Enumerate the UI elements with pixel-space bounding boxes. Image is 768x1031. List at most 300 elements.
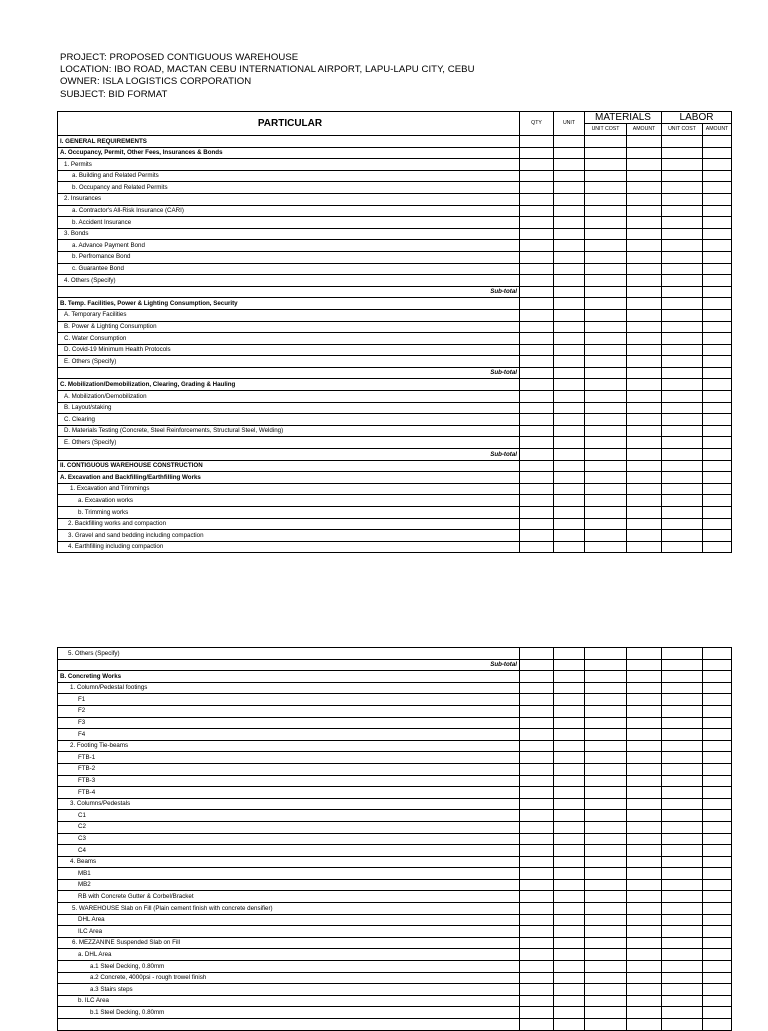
labor-unit-cost-cell[interactable] <box>662 810 703 822</box>
labor-amount-cell[interactable] <box>703 729 732 741</box>
unit-cell[interactable] <box>554 414 585 426</box>
qty-cell[interactable] <box>520 775 554 787</box>
unit-cell[interactable] <box>554 275 585 287</box>
labor-amount-cell[interactable] <box>703 717 732 729</box>
unit-cell[interactable] <box>554 972 585 984</box>
materials-unit-cost-cell[interactable] <box>585 984 627 996</box>
labor-unit-cost-cell[interactable] <box>662 228 703 240</box>
labor-amount-cell[interactable] <box>703 193 732 205</box>
materials-unit-cost-cell[interactable] <box>585 821 627 833</box>
materials-unit-cost-cell[interactable] <box>585 425 627 437</box>
labor-unit-cost-cell[interactable] <box>662 507 703 519</box>
materials-unit-cost-cell[interactable] <box>585 740 627 752</box>
materials-amount-cell[interactable] <box>627 483 662 495</box>
materials-amount-cell[interactable] <box>627 321 662 333</box>
qty-cell[interactable] <box>520 437 554 449</box>
labor-amount-cell[interactable] <box>703 775 732 787</box>
labor-unit-cost-cell[interactable] <box>662 868 703 880</box>
labor-amount-cell[interactable] <box>703 518 732 530</box>
labor-unit-cost-cell[interactable] <box>662 402 703 414</box>
materials-amount-cell[interactable] <box>627 821 662 833</box>
labor-unit-cost-cell[interactable] <box>662 694 703 706</box>
materials-amount-cell[interactable] <box>627 391 662 403</box>
qty-cell[interactable] <box>520 321 554 333</box>
materials-unit-cost-cell[interactable] <box>585 449 627 461</box>
materials-amount-cell[interactable] <box>627 984 662 996</box>
materials-amount-cell[interactable] <box>627 787 662 799</box>
materials-unit-cost-cell[interactable] <box>585 937 627 949</box>
unit-cell[interactable] <box>554 136 585 148</box>
labor-unit-cost-cell[interactable] <box>662 682 703 694</box>
labor-amount-cell[interactable] <box>703 309 732 321</box>
unit-cell[interactable] <box>554 333 585 345</box>
materials-unit-cost-cell[interactable] <box>585 193 627 205</box>
materials-unit-cost-cell[interactable] <box>585 391 627 403</box>
labor-unit-cost-cell[interactable] <box>662 879 703 891</box>
materials-amount-cell[interactable] <box>627 309 662 321</box>
materials-unit-cost-cell[interactable] <box>585 914 627 926</box>
unit-cell[interactable] <box>554 798 585 810</box>
materials-unit-cost-cell[interactable] <box>585 775 627 787</box>
unit-cell[interactable] <box>554 937 585 949</box>
qty-cell[interactable] <box>520 170 554 182</box>
materials-amount-cell[interactable] <box>627 159 662 171</box>
materials-amount-cell[interactable] <box>627 740 662 752</box>
materials-unit-cost-cell[interactable] <box>585 321 627 333</box>
qty-cell[interactable] <box>520 530 554 542</box>
unit-cell[interactable] <box>554 495 585 507</box>
qty-cell[interactable] <box>520 251 554 263</box>
labor-amount-cell[interactable] <box>703 425 732 437</box>
qty-cell[interactable] <box>520 810 554 822</box>
materials-unit-cost-cell[interactable] <box>585 949 627 961</box>
unit-cell[interactable] <box>554 460 585 472</box>
materials-unit-cost-cell[interactable] <box>585 856 627 868</box>
labor-unit-cost-cell[interactable] <box>662 182 703 194</box>
labor-unit-cost-cell[interactable] <box>662 367 703 379</box>
labor-amount-cell[interactable] <box>703 752 732 764</box>
qty-cell[interactable] <box>520 972 554 984</box>
qty-cell[interactable] <box>520 763 554 775</box>
materials-unit-cost-cell[interactable] <box>585 182 627 194</box>
unit-cell[interactable] <box>554 903 585 915</box>
qty-cell[interactable] <box>520 648 554 660</box>
labor-unit-cost-cell[interactable] <box>662 729 703 741</box>
qty-cell[interactable] <box>520 845 554 857</box>
unit-cell[interactable] <box>554 159 585 171</box>
unit-cell[interactable] <box>554 298 585 310</box>
materials-unit-cost-cell[interactable] <box>585 1007 627 1019</box>
labor-unit-cost-cell[interactable] <box>662 356 703 368</box>
unit-cell[interactable] <box>554 914 585 926</box>
materials-unit-cost-cell[interactable] <box>585 286 627 298</box>
labor-unit-cost-cell[interactable] <box>662 937 703 949</box>
labor-unit-cost-cell[interactable] <box>662 949 703 961</box>
unit-cell[interactable] <box>554 682 585 694</box>
unit-cell[interactable] <box>554 182 585 194</box>
labor-amount-cell[interactable] <box>703 787 732 799</box>
qty-cell[interactable] <box>520 879 554 891</box>
labor-amount-cell[interactable] <box>703 1019 732 1031</box>
qty-cell[interactable] <box>520 856 554 868</box>
materials-unit-cost-cell[interactable] <box>585 717 627 729</box>
materials-amount-cell[interactable] <box>627 868 662 880</box>
labor-amount-cell[interactable] <box>703 379 732 391</box>
labor-amount-cell[interactable] <box>703 298 732 310</box>
materials-unit-cost-cell[interactable] <box>585 379 627 391</box>
materials-unit-cost-cell[interactable] <box>585 356 627 368</box>
materials-amount-cell[interactable] <box>627 682 662 694</box>
labor-unit-cost-cell[interactable] <box>662 775 703 787</box>
materials-unit-cost-cell[interactable] <box>585 729 627 741</box>
materials-amount-cell[interactable] <box>627 240 662 252</box>
labor-unit-cost-cell[interactable] <box>662 1007 703 1019</box>
materials-unit-cost-cell[interactable] <box>585 659 627 671</box>
labor-unit-cost-cell[interactable] <box>662 972 703 984</box>
qty-cell[interactable] <box>520 752 554 764</box>
labor-unit-cost-cell[interactable] <box>662 856 703 868</box>
materials-amount-cell[interactable] <box>627 752 662 764</box>
labor-unit-cost-cell[interactable] <box>662 425 703 437</box>
unit-cell[interactable] <box>554 659 585 671</box>
labor-amount-cell[interactable] <box>703 136 732 148</box>
labor-unit-cost-cell[interactable] <box>662 995 703 1007</box>
labor-unit-cost-cell[interactable] <box>662 333 703 345</box>
materials-unit-cost-cell[interactable] <box>585 868 627 880</box>
labor-unit-cost-cell[interactable] <box>662 926 703 938</box>
unit-cell[interactable] <box>554 740 585 752</box>
materials-amount-cell[interactable] <box>627 507 662 519</box>
qty-cell[interactable] <box>520 798 554 810</box>
materials-unit-cost-cell[interactable] <box>585 810 627 822</box>
labor-amount-cell[interactable] <box>703 821 732 833</box>
labor-unit-cost-cell[interactable] <box>662 903 703 915</box>
labor-amount-cell[interactable] <box>703 147 732 159</box>
unit-cell[interactable] <box>554 147 585 159</box>
labor-unit-cost-cell[interactable] <box>662 298 703 310</box>
labor-amount-cell[interactable] <box>703 856 732 868</box>
qty-cell[interactable] <box>520 659 554 671</box>
labor-amount-cell[interactable] <box>703 937 732 949</box>
labor-unit-cost-cell[interactable] <box>662 472 703 484</box>
labor-amount-cell[interactable] <box>703 541 732 553</box>
materials-unit-cost-cell[interactable] <box>585 682 627 694</box>
labor-amount-cell[interactable] <box>703 367 732 379</box>
unit-cell[interactable] <box>554 240 585 252</box>
materials-amount-cell[interactable] <box>627 949 662 961</box>
materials-amount-cell[interactable] <box>627 705 662 717</box>
qty-cell[interactable] <box>520 705 554 717</box>
materials-amount-cell[interactable] <box>627 648 662 660</box>
qty-cell[interactable] <box>520 263 554 275</box>
labor-unit-cost-cell[interactable] <box>662 648 703 660</box>
materials-amount-cell[interactable] <box>627 251 662 263</box>
labor-unit-cost-cell[interactable] <box>662 147 703 159</box>
materials-amount-cell[interactable] <box>627 472 662 484</box>
labor-amount-cell[interactable] <box>703 1007 732 1019</box>
materials-amount-cell[interactable] <box>627 694 662 706</box>
materials-amount-cell[interactable] <box>627 775 662 787</box>
labor-amount-cell[interactable] <box>703 251 732 263</box>
qty-cell[interactable] <box>520 694 554 706</box>
labor-amount-cell[interactable] <box>703 961 732 973</box>
materials-amount-cell[interactable] <box>627 1007 662 1019</box>
labor-amount-cell[interactable] <box>703 170 732 182</box>
labor-amount-cell[interactable] <box>703 344 732 356</box>
labor-amount-cell[interactable] <box>703 483 732 495</box>
materials-unit-cost-cell[interactable] <box>585 344 627 356</box>
unit-cell[interactable] <box>554 671 585 683</box>
qty-cell[interactable] <box>520 541 554 553</box>
labor-unit-cost-cell[interactable] <box>662 449 703 461</box>
labor-amount-cell[interactable] <box>703 694 732 706</box>
labor-unit-cost-cell[interactable] <box>662 275 703 287</box>
materials-amount-cell[interactable] <box>627 914 662 926</box>
qty-cell[interactable] <box>520 472 554 484</box>
materials-unit-cost-cell[interactable] <box>585 891 627 903</box>
unit-cell[interactable] <box>554 228 585 240</box>
labor-unit-cost-cell[interactable] <box>662 984 703 996</box>
labor-unit-cost-cell[interactable] <box>662 798 703 810</box>
labor-unit-cost-cell[interactable] <box>662 705 703 717</box>
labor-unit-cost-cell[interactable] <box>662 763 703 775</box>
materials-unit-cost-cell[interactable] <box>585 541 627 553</box>
unit-cell[interactable] <box>554 868 585 880</box>
qty-cell[interactable] <box>520 205 554 217</box>
labor-unit-cost-cell[interactable] <box>662 495 703 507</box>
labor-unit-cost-cell[interactable] <box>662 344 703 356</box>
labor-unit-cost-cell[interactable] <box>662 891 703 903</box>
materials-amount-cell[interactable] <box>627 379 662 391</box>
qty-cell[interactable] <box>520 193 554 205</box>
materials-unit-cost-cell[interactable] <box>585 752 627 764</box>
labor-amount-cell[interactable] <box>703 810 732 822</box>
unit-cell[interactable] <box>554 507 585 519</box>
materials-amount-cell[interactable] <box>627 995 662 1007</box>
labor-amount-cell[interactable] <box>703 263 732 275</box>
materials-amount-cell[interactable] <box>627 1019 662 1031</box>
labor-unit-cost-cell[interactable] <box>662 752 703 764</box>
qty-cell[interactable] <box>520 1007 554 1019</box>
labor-amount-cell[interactable] <box>703 159 732 171</box>
labor-unit-cost-cell[interactable] <box>662 251 703 263</box>
materials-unit-cost-cell[interactable] <box>585 437 627 449</box>
materials-unit-cost-cell[interactable] <box>585 275 627 287</box>
unit-cell[interactable] <box>554 787 585 799</box>
materials-unit-cost-cell[interactable] <box>585 798 627 810</box>
labor-unit-cost-cell[interactable] <box>662 483 703 495</box>
materials-amount-cell[interactable] <box>627 530 662 542</box>
materials-amount-cell[interactable] <box>627 228 662 240</box>
materials-amount-cell[interactable] <box>627 147 662 159</box>
unit-cell[interactable] <box>554 763 585 775</box>
unit-cell[interactable] <box>554 379 585 391</box>
materials-unit-cost-cell[interactable] <box>585 694 627 706</box>
materials-amount-cell[interactable] <box>627 879 662 891</box>
unit-cell[interactable] <box>554 879 585 891</box>
qty-cell[interactable] <box>520 671 554 683</box>
labor-amount-cell[interactable] <box>703 507 732 519</box>
qty-cell[interactable] <box>520 949 554 961</box>
qty-cell[interactable] <box>520 333 554 345</box>
unit-cell[interactable] <box>554 541 585 553</box>
labor-unit-cost-cell[interactable] <box>662 170 703 182</box>
labor-unit-cost-cell[interactable] <box>662 518 703 530</box>
labor-amount-cell[interactable] <box>703 659 732 671</box>
labor-amount-cell[interactable] <box>703 275 732 287</box>
materials-amount-cell[interactable] <box>627 182 662 194</box>
materials-amount-cell[interactable] <box>627 205 662 217</box>
labor-unit-cost-cell[interactable] <box>662 437 703 449</box>
unit-cell[interactable] <box>554 367 585 379</box>
materials-unit-cost-cell[interactable] <box>585 530 627 542</box>
qty-cell[interactable] <box>520 391 554 403</box>
unit-cell[interactable] <box>554 961 585 973</box>
materials-amount-cell[interactable] <box>627 972 662 984</box>
unit-cell[interactable] <box>554 402 585 414</box>
materials-unit-cost-cell[interactable] <box>585 833 627 845</box>
labor-amount-cell[interactable] <box>703 402 732 414</box>
qty-cell[interactable] <box>520 518 554 530</box>
unit-cell[interactable] <box>554 483 585 495</box>
materials-amount-cell[interactable] <box>627 659 662 671</box>
qty-cell[interactable] <box>520 275 554 287</box>
materials-unit-cost-cell[interactable] <box>585 240 627 252</box>
qty-cell[interactable] <box>520 356 554 368</box>
materials-unit-cost-cell[interactable] <box>585 879 627 891</box>
labor-amount-cell[interactable] <box>703 868 732 880</box>
labor-unit-cost-cell[interactable] <box>662 833 703 845</box>
materials-unit-cost-cell[interactable] <box>585 995 627 1007</box>
unit-cell[interactable] <box>554 694 585 706</box>
labor-amount-cell[interactable] <box>703 926 732 938</box>
materials-unit-cost-cell[interactable] <box>585 648 627 660</box>
materials-amount-cell[interactable] <box>627 425 662 437</box>
unit-cell[interactable] <box>554 891 585 903</box>
materials-unit-cost-cell[interactable] <box>585 205 627 217</box>
unit-cell[interactable] <box>554 648 585 660</box>
materials-unit-cost-cell[interactable] <box>585 228 627 240</box>
materials-amount-cell[interactable] <box>627 763 662 775</box>
labor-unit-cost-cell[interactable] <box>662 659 703 671</box>
qty-cell[interactable] <box>520 961 554 973</box>
labor-amount-cell[interactable] <box>703 949 732 961</box>
labor-amount-cell[interactable] <box>703 879 732 891</box>
unit-cell[interactable] <box>554 170 585 182</box>
qty-cell[interactable] <box>520 495 554 507</box>
unit-cell[interactable] <box>554 810 585 822</box>
qty-cell[interactable] <box>520 984 554 996</box>
qty-cell[interactable] <box>520 833 554 845</box>
labor-amount-cell[interactable] <box>703 914 732 926</box>
unit-cell[interactable] <box>554 729 585 741</box>
materials-unit-cost-cell[interactable] <box>585 483 627 495</box>
materials-amount-cell[interactable] <box>627 495 662 507</box>
qty-cell[interactable] <box>520 367 554 379</box>
materials-amount-cell[interactable] <box>627 961 662 973</box>
labor-unit-cost-cell[interactable] <box>662 414 703 426</box>
labor-unit-cost-cell[interactable] <box>662 263 703 275</box>
labor-amount-cell[interactable] <box>703 495 732 507</box>
unit-cell[interactable] <box>554 949 585 961</box>
labor-amount-cell[interactable] <box>703 472 732 484</box>
unit-cell[interactable] <box>554 1019 585 1031</box>
unit-cell[interactable] <box>554 926 585 938</box>
materials-amount-cell[interactable] <box>627 356 662 368</box>
qty-cell[interactable] <box>520 286 554 298</box>
labor-unit-cost-cell[interactable] <box>662 530 703 542</box>
unit-cell[interactable] <box>554 321 585 333</box>
materials-unit-cost-cell[interactable] <box>585 309 627 321</box>
labor-amount-cell[interactable] <box>703 671 732 683</box>
unit-cell[interactable] <box>554 344 585 356</box>
labor-amount-cell[interactable] <box>703 891 732 903</box>
materials-amount-cell[interactable] <box>627 671 662 683</box>
labor-amount-cell[interactable] <box>703 972 732 984</box>
unit-cell[interactable] <box>554 833 585 845</box>
labor-unit-cost-cell[interactable] <box>662 193 703 205</box>
labor-unit-cost-cell[interactable] <box>662 1019 703 1031</box>
qty-cell[interactable] <box>520 821 554 833</box>
qty-cell[interactable] <box>520 937 554 949</box>
labor-unit-cost-cell[interactable] <box>662 821 703 833</box>
labor-unit-cost-cell[interactable] <box>662 740 703 752</box>
qty-cell[interactable] <box>520 717 554 729</box>
materials-unit-cost-cell[interactable] <box>585 845 627 857</box>
qty-cell[interactable] <box>520 914 554 926</box>
materials-unit-cost-cell[interactable] <box>585 671 627 683</box>
materials-unit-cost-cell[interactable] <box>585 507 627 519</box>
unit-cell[interactable] <box>554 309 585 321</box>
labor-amount-cell[interactable] <box>703 449 732 461</box>
materials-amount-cell[interactable] <box>627 903 662 915</box>
labor-unit-cost-cell[interactable] <box>662 379 703 391</box>
unit-cell[interactable] <box>554 775 585 787</box>
labor-amount-cell[interactable] <box>703 682 732 694</box>
qty-cell[interactable] <box>520 507 554 519</box>
materials-unit-cost-cell[interactable] <box>585 705 627 717</box>
materials-amount-cell[interactable] <box>627 263 662 275</box>
qty-cell[interactable] <box>520 147 554 159</box>
materials-amount-cell[interactable] <box>627 926 662 938</box>
labor-amount-cell[interactable] <box>703 460 732 472</box>
labor-amount-cell[interactable] <box>703 391 732 403</box>
labor-amount-cell[interactable] <box>703 833 732 845</box>
labor-unit-cost-cell[interactable] <box>662 321 703 333</box>
qty-cell[interactable] <box>520 682 554 694</box>
materials-amount-cell[interactable] <box>627 136 662 148</box>
labor-amount-cell[interactable] <box>703 984 732 996</box>
qty-cell[interactable] <box>520 926 554 938</box>
labor-unit-cost-cell[interactable] <box>662 671 703 683</box>
materials-amount-cell[interactable] <box>627 798 662 810</box>
qty-cell[interactable] <box>520 740 554 752</box>
unit-cell[interactable] <box>554 530 585 542</box>
labor-unit-cost-cell[interactable] <box>662 309 703 321</box>
qty-cell[interactable] <box>520 891 554 903</box>
materials-amount-cell[interactable] <box>627 717 662 729</box>
unit-cell[interactable] <box>554 856 585 868</box>
qty-cell[interactable] <box>520 402 554 414</box>
unit-cell[interactable] <box>554 752 585 764</box>
labor-unit-cost-cell[interactable] <box>662 717 703 729</box>
materials-unit-cost-cell[interactable] <box>585 763 627 775</box>
unit-cell[interactable] <box>554 449 585 461</box>
labor-unit-cost-cell[interactable] <box>662 217 703 229</box>
materials-amount-cell[interactable] <box>627 298 662 310</box>
materials-unit-cost-cell[interactable] <box>585 926 627 938</box>
qty-cell[interactable] <box>520 217 554 229</box>
